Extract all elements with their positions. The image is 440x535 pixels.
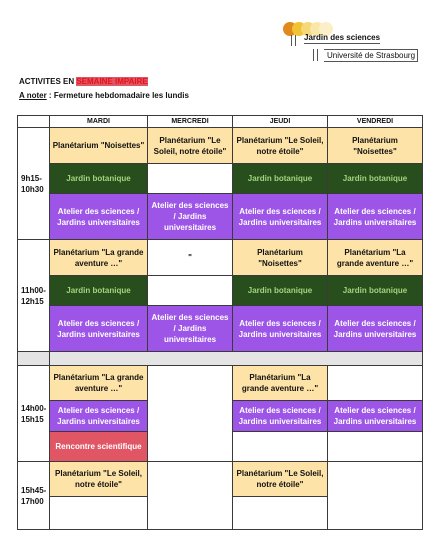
note-label: A noter <box>19 91 47 100</box>
activity-cell: Planétarium "Noisettes" <box>50 128 148 164</box>
empty-cell <box>233 432 328 462</box>
title-prefix: ACTIVITES EN <box>19 77 77 86</box>
table-row <box>18 194 423 240</box>
activity-cell: Planétarium "La grande aventure …" <box>328 240 423 276</box>
activity-cell: Planétarium "Le Soleil, notre étoile" <box>50 462 148 497</box>
logo-bars <box>291 35 304 46</box>
empty-cell <box>233 497 328 530</box>
activity-cell: Jardin botanique <box>328 276 423 306</box>
table-row <box>18 306 423 352</box>
activity-cell: Atelier des sciences / Jardins universitaires <box>328 194 423 240</box>
table-row <box>18 240 423 276</box>
activity-cell: Atelier des sciences / Jardins universitaires <box>233 306 328 352</box>
day-header: MERCREDI <box>148 116 233 128</box>
time-slot: 15h45- 17h00 <box>18 462 50 530</box>
activity-cell: Atelier des sciences / Jardins universitaires <box>328 401 423 432</box>
activity-cell: Atelier des sciences / Jardins universitaires <box>50 401 148 432</box>
table-row <box>18 462 423 497</box>
activity-cell: Planétarium "Noisettes" <box>328 128 423 164</box>
break-cell <box>18 352 50 366</box>
header-row <box>18 116 423 128</box>
activity-cell: Jardin botanique <box>50 164 148 194</box>
activity-cell: Planétarium "Noisettes" <box>233 240 328 276</box>
logo <box>283 22 416 62</box>
empty-cell <box>328 366 423 401</box>
empty-cell <box>148 462 233 530</box>
day-header: MARDI <box>50 116 148 128</box>
day-header: VENDREDI <box>328 116 423 128</box>
empty-cell <box>148 366 233 462</box>
break-row <box>18 352 423 366</box>
time-slot: 9h15- 10h30 <box>18 128 50 240</box>
table-row <box>18 164 423 194</box>
activity-cell: Planétarium "La grande aventure …" <box>233 366 328 401</box>
break-cell <box>50 352 423 366</box>
activity-cell: Atelier des sciences / Jardins universitaires <box>233 401 328 432</box>
activity-cell: Atelier des sciences / Jardins universitaires <box>50 306 148 352</box>
table-row <box>18 366 423 401</box>
corner-cell <box>18 116 50 128</box>
time-slot: 14h00- 15h15 <box>18 366 50 462</box>
page-title <box>19 77 148 86</box>
activity-cell: Planétarium "La grande aventure …" <box>50 240 148 276</box>
ditto-cell: " <box>148 240 233 276</box>
schedule-table <box>17 115 423 530</box>
activity-cell: Jardin botanique <box>50 276 148 306</box>
activity-cell: Jardin botanique <box>233 164 328 194</box>
empty-cell <box>148 164 233 194</box>
activity-cell: Jardin botanique <box>233 276 328 306</box>
table-row <box>18 128 423 164</box>
table-row <box>18 276 423 306</box>
day-header: JEUDI <box>233 116 328 128</box>
note-text: : Fermeture hebdomadaire les lundis <box>46 91 189 100</box>
empty-cell <box>50 497 148 530</box>
empty-cell <box>328 462 423 530</box>
activity-cell: Atelier des sciences / Jardins universitaires <box>148 306 233 352</box>
empty-cell <box>328 432 423 462</box>
activity-cell: Atelier des sciences / Jardins universitaires <box>50 194 148 240</box>
closing-note <box>19 91 189 100</box>
time-slot: 11h00- 12h15 <box>18 240 50 352</box>
logo-name: Jardin des sciences <box>304 33 381 42</box>
logo-university: Université de Strasbourg <box>324 49 418 62</box>
empty-cell <box>148 276 233 306</box>
logo-bars <box>313 49 324 61</box>
activity-cell: Planétarium "La grande aventure …" <box>50 366 148 401</box>
activity-cell: Atelier des sciences / Jardins universitaires <box>328 306 423 352</box>
activity-cell: Rencontre scientifique <box>50 432 148 462</box>
activity-cell: Planétarium "Le Soleil, notre étoile" <box>148 128 233 164</box>
activity-cell: Jardin botanique <box>328 164 423 194</box>
activity-cell: Atelier des sciences / Jardins universitaires <box>148 194 233 240</box>
activity-cell: Planétarium "Le Soleil, notre étoile" <box>233 128 328 164</box>
activity-cell: Planétarium "Le Soleil, notre étoile" <box>233 462 328 497</box>
activity-cell: Atelier des sciences / Jardins universitaires <box>233 194 328 240</box>
title-highlight: SEMAINE IMPAIRE <box>76 77 148 86</box>
